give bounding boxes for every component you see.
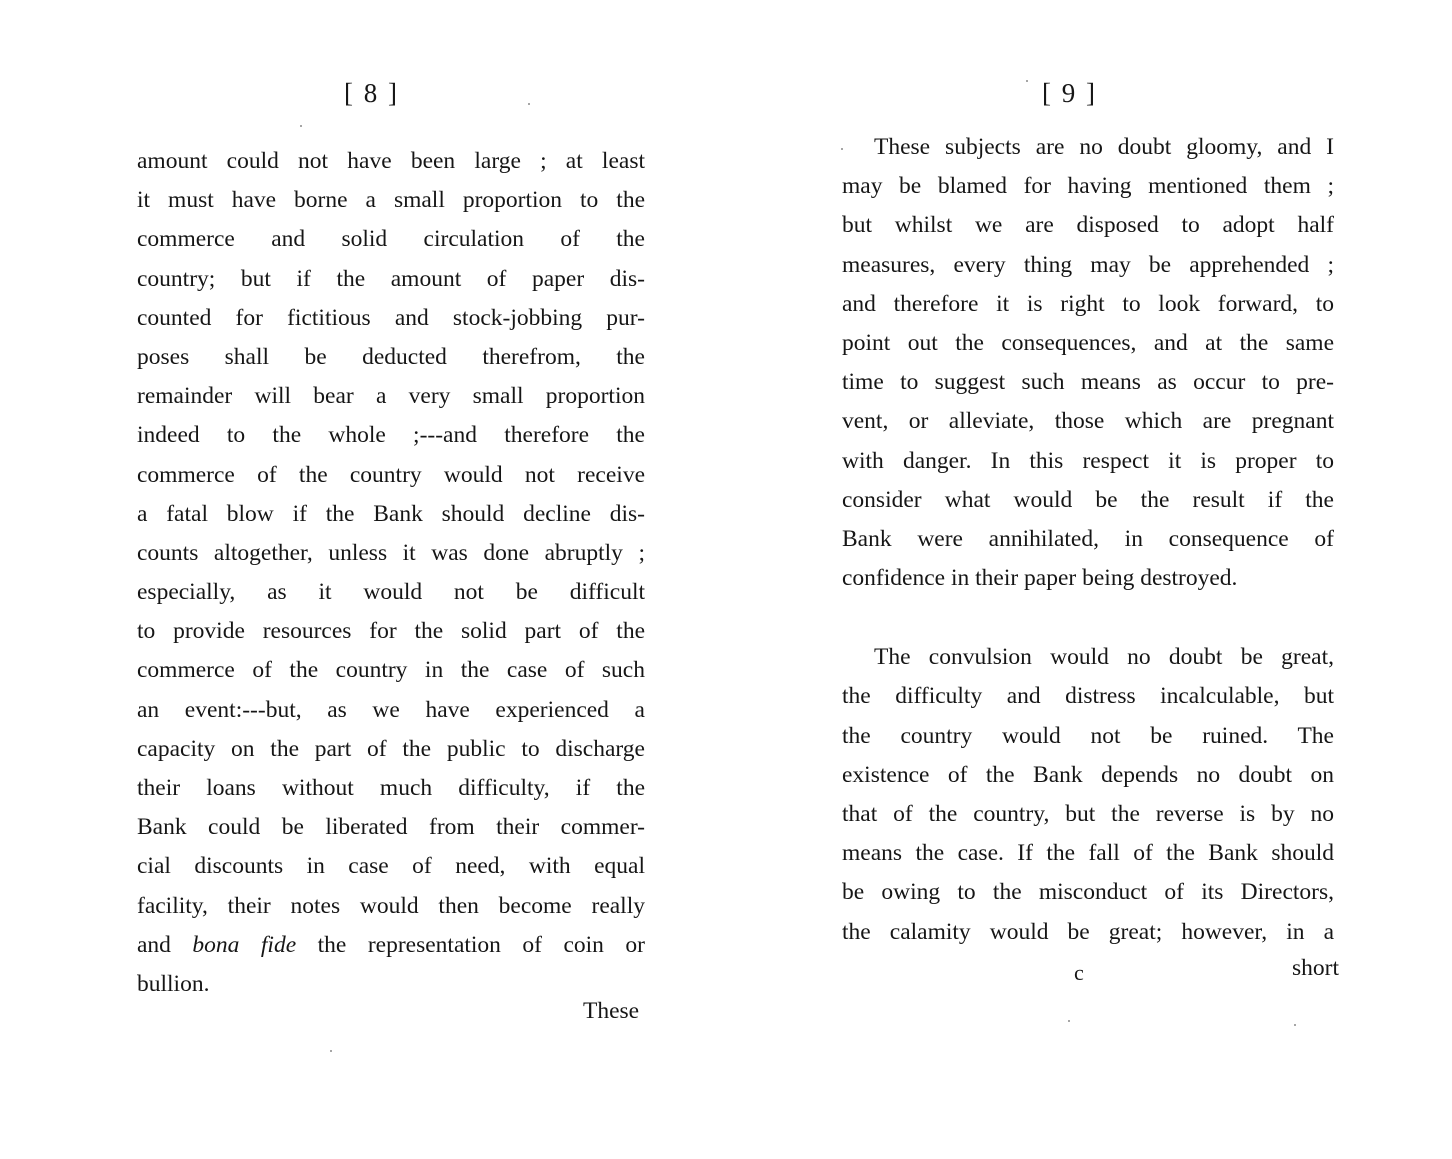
text-line: existence of the Bank depends no doubt on — [842, 761, 1334, 788]
right-page — [726, 0, 1452, 1159]
text-line: Bank could be liberated from their commer- — [137, 814, 645, 841]
catchword-right: short — [1292, 955, 1339, 981]
text-line: their loans without much difficulty, if the — [137, 775, 645, 801]
text-fragment: and — [137, 931, 193, 958]
text-line: capacity on the part of the public to discharge — [137, 735, 645, 762]
paper-speck — [1026, 80, 1028, 82]
text-line: amount could not have been large ; at least — [137, 148, 645, 174]
text-line: the difficulty and distress incalculable, but — [842, 683, 1334, 710]
paper-speck — [300, 125, 302, 127]
text-line: cial discounts in case of need, with equal — [137, 853, 645, 880]
text-line: Bank were annihilated, in consequence of — [842, 525, 1334, 552]
text-line: and therefore it is right to look forward, to — [842, 290, 1334, 317]
text-line-final: bullion. — [137, 970, 210, 997]
text-line: facility, their notes would then become really — [137, 892, 645, 919]
text-line: These subjects are no doubt gloomy, and I — [874, 134, 1334, 160]
text-line: the country would not be ruined. The — [842, 722, 1334, 749]
page-number-right: [ 9 ] — [1042, 78, 1097, 108]
text-line: but whilst we are disposed to adopt half — [842, 212, 1334, 239]
text-line: point out the consequences, and at the same — [842, 329, 1334, 356]
text-line: that of the country, but the reverse is by no — [842, 801, 1334, 827]
left-page-text — [137, 142, 645, 1004]
italic-phrase: bona fide — [192, 931, 297, 958]
text-line: commerce of the country in the case of such — [137, 657, 645, 684]
page-number-left: [ 8 ] — [344, 78, 399, 108]
text-line: with danger. In this respect it is proper to — [842, 447, 1334, 474]
text-line: an event:---but, as we have experienced a — [137, 696, 645, 723]
text-line: counts altogether, unless it was done abruptly ; — [137, 539, 645, 566]
paper-speck — [330, 1050, 332, 1052]
text-line: consider what would be the result if the — [842, 486, 1334, 513]
text-line: means the case. If the fall of the Bank should — [842, 840, 1334, 867]
text-line: counted for fictitious and stock-jobbing pur- — [137, 304, 645, 331]
text-line: a fatal blow if the Bank should decline dis- — [137, 500, 645, 527]
text-line: measures, every thing may be apprehended ; — [842, 251, 1334, 278]
text-line: especially, as it would not be difficult — [137, 579, 645, 606]
paper-speck — [528, 103, 530, 105]
text-line: vent, or alleviate, those which are pregnant — [842, 408, 1334, 435]
text-line: may be blamed for having mentioned them ; — [842, 173, 1334, 200]
paragraph-gap — [842, 598, 1334, 638]
paper-speck — [841, 148, 843, 150]
text-line: the calamity would be great; however, in a — [842, 918, 1334, 945]
signature-mark: c — [1074, 960, 1084, 985]
paper-speck — [1068, 1020, 1070, 1022]
text-line-final: confidence in their paper being destroyed. — [842, 565, 1238, 592]
text-fragment: the representation of coin or — [296, 931, 645, 958]
text-line: commerce and solid circulation of the — [137, 226, 645, 253]
text-line: poses shall be deducted therefrom, the — [137, 343, 645, 370]
right-page-text — [842, 128, 1334, 952]
text-line: it must have borne a small proportion to the — [137, 187, 645, 214]
text-line: be owing to the misconduct of its Directors, — [842, 879, 1334, 906]
text-line: commerce of the country would not receive — [137, 461, 645, 488]
text-line: indeed to the whole ;---and therefore the — [137, 422, 645, 449]
text-line-with-italic — [137, 926, 645, 965]
text-line: time to suggest such means as occur to pre- — [842, 369, 1334, 396]
text-line: to provide resources for the solid part of the — [137, 618, 645, 645]
text-line: remainder will bear a very small proportion — [137, 383, 645, 410]
catchword-left: These — [583, 998, 640, 1024]
text-line: The convulsion would no doubt be great, — [874, 644, 1334, 671]
paper-speck — [1294, 1024, 1296, 1026]
text-line: country; but if the amount of paper dis- — [137, 265, 645, 292]
